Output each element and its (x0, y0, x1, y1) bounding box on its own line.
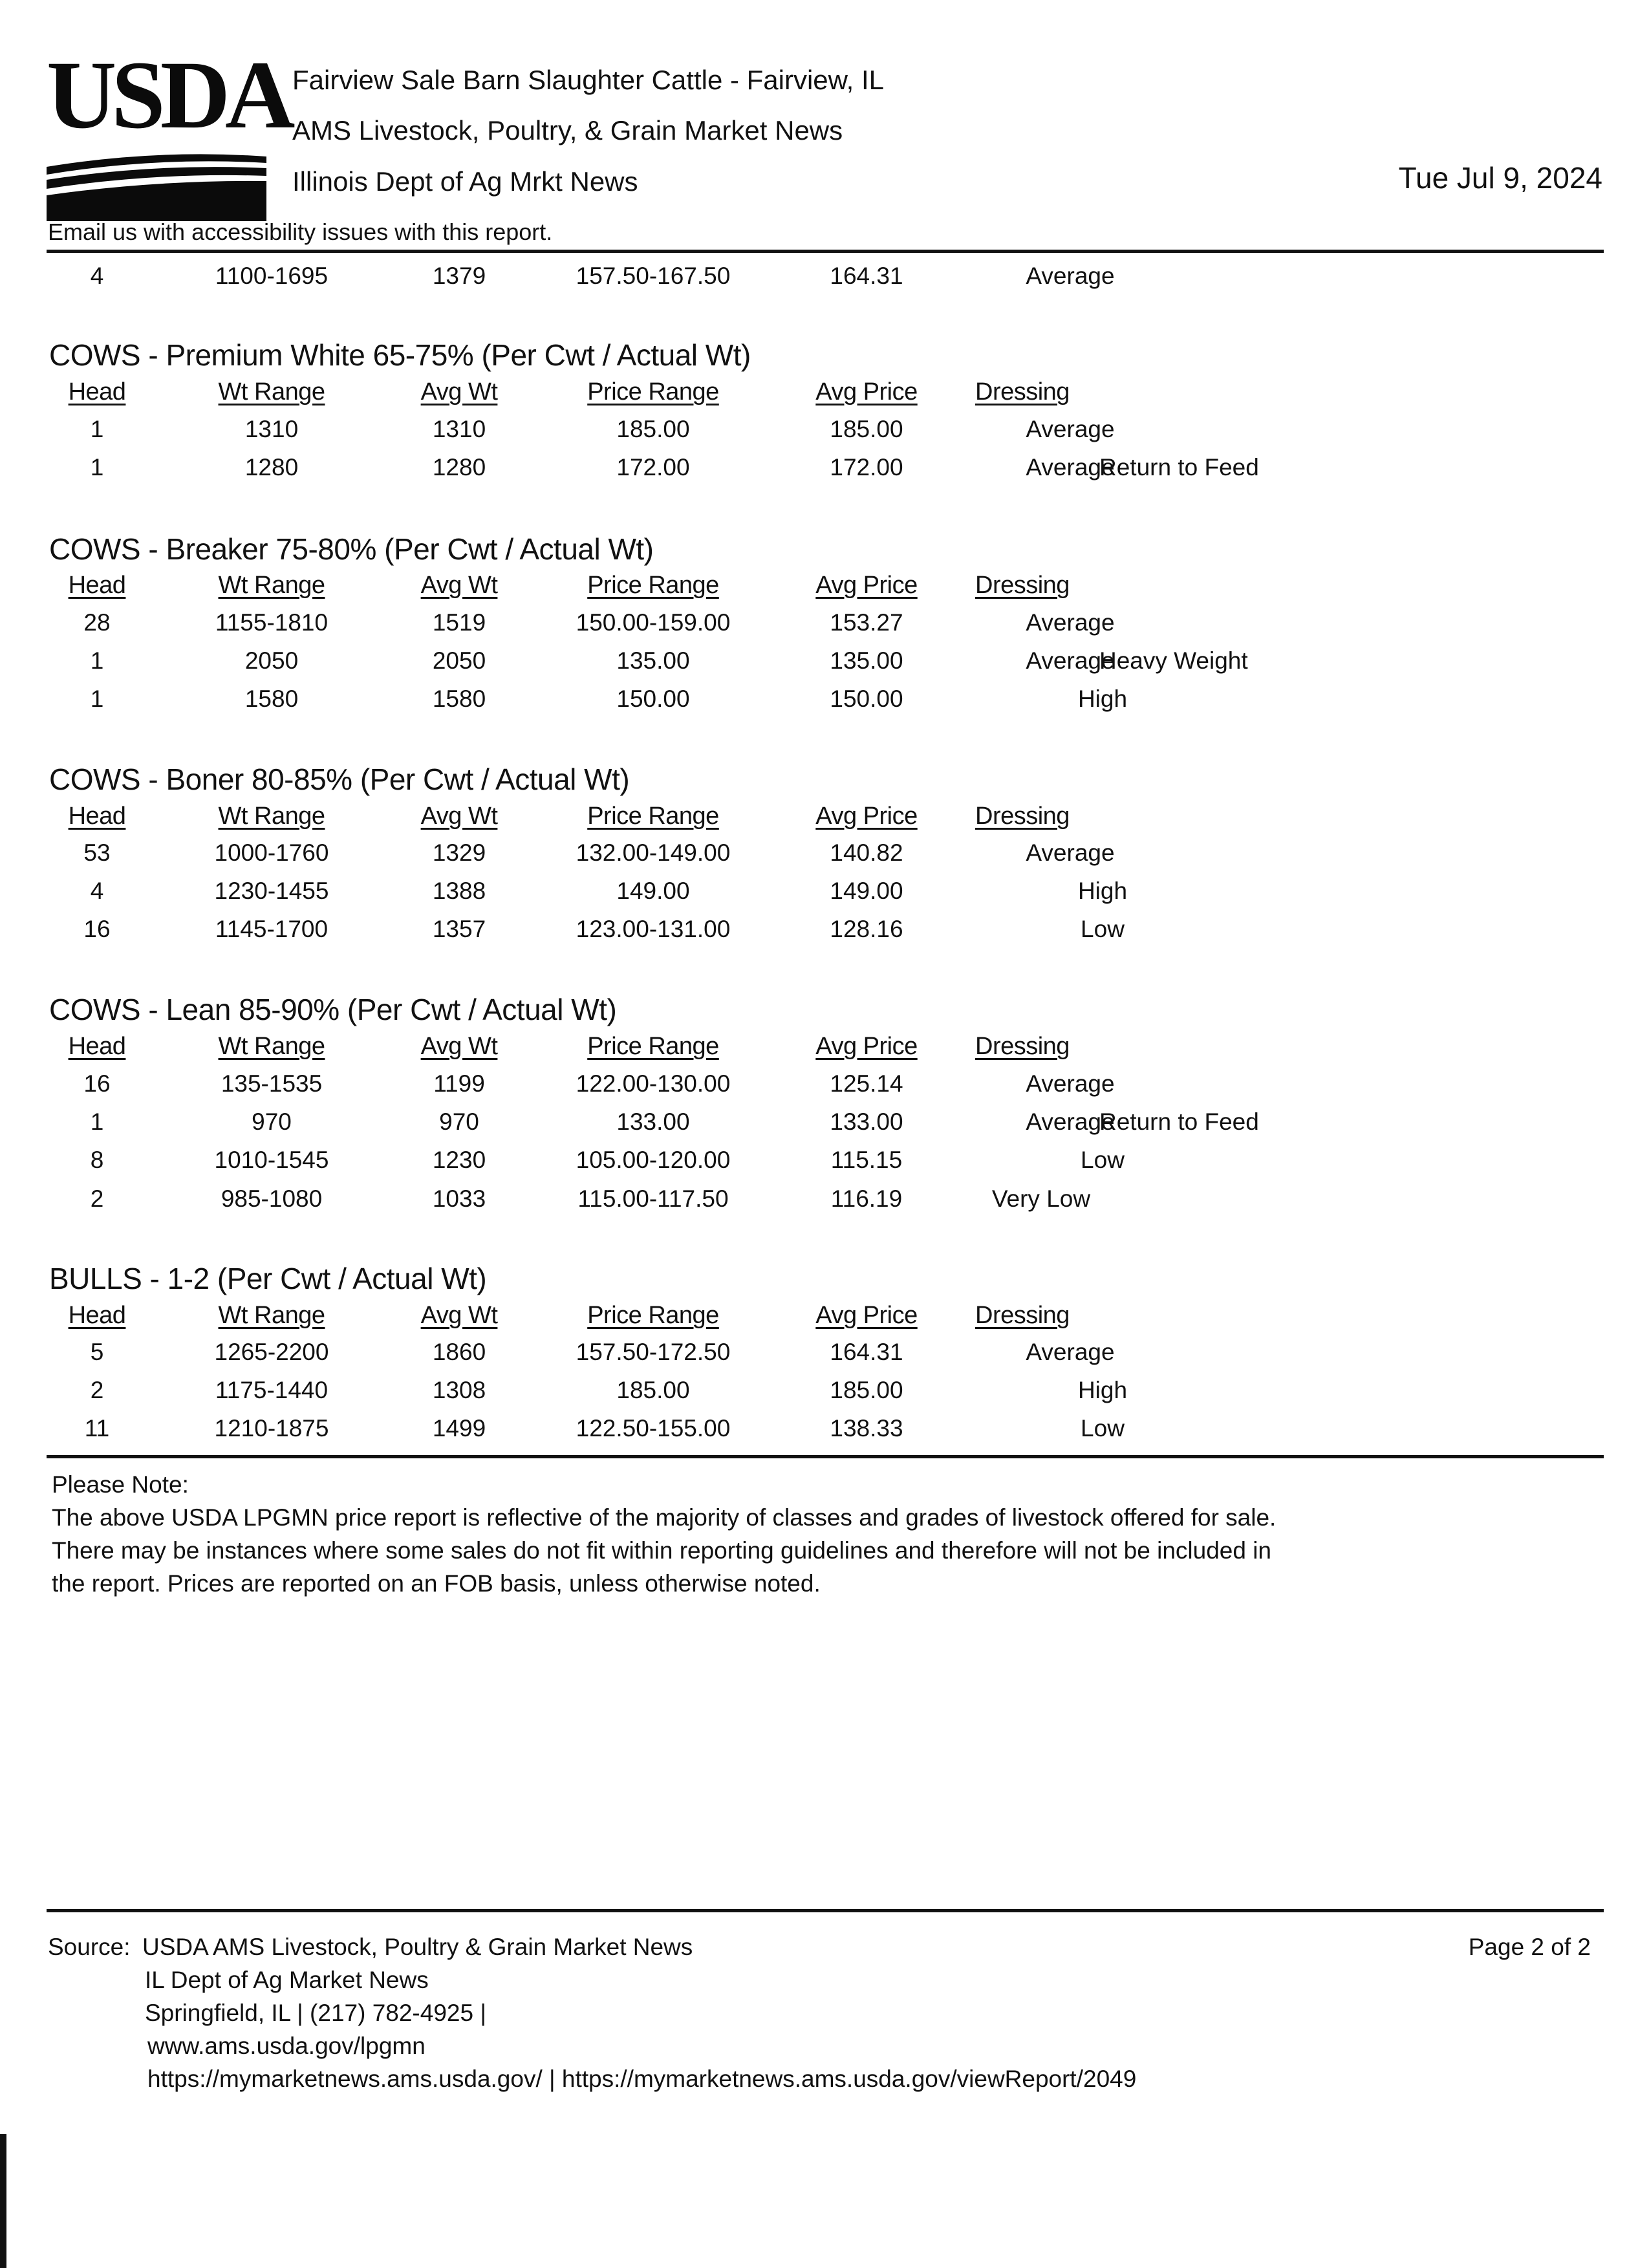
col-avg-price: Avg Price (815, 572, 918, 599)
section-title: COWS - Boner 80-85% (Per Cwt / Actual Wt) (49, 762, 630, 796)
cell-wt-range: 1100-1695 (215, 263, 329, 289)
usda-logo-stripes-icon (47, 144, 266, 221)
col-avg-wt: Avg Wt (420, 378, 498, 405)
cell-avg-price: 164.31 (830, 263, 903, 289)
cell-wt-range: 1210-1875 (214, 1415, 329, 1442)
cell-avg-wt: 1388 (432, 878, 486, 904)
cell-head: 2 (90, 1377, 104, 1403)
cell-dressing: Very Low (991, 1185, 1091, 1212)
col-dressing: Dressing (975, 572, 1070, 599)
cell-avg-wt: 1308 (432, 1377, 486, 1403)
cell-price-range: 149.00 (616, 878, 690, 904)
cell-dressing: Average (1026, 454, 1115, 481)
cell-head: 4 (90, 263, 104, 289)
cell-wt-range: 1230-1455 (214, 878, 329, 904)
cell-head: 8 (90, 1147, 104, 1173)
please-note-line: There may be instances where some sales do not fit within reporting guidelines and therefore will not be included in (52, 1537, 1272, 1564)
report-title: Fairview Sale Barn Slaughter Cattle - Fairview, IL (292, 65, 885, 95)
col-dressing: Dressing (975, 1033, 1070, 1060)
cell-avg-price: 133.00 (830, 1108, 903, 1135)
page-number: Page 2 of 2 (1468, 1934, 1591, 1960)
col-dressing: Dressing (975, 803, 1070, 830)
cell-note: Return to Feed (1099, 1108, 1259, 1135)
cell-head: 4 (90, 878, 104, 904)
cell-avg-wt: 2050 (432, 647, 486, 674)
cell-avg-wt: 1230 (432, 1147, 486, 1173)
col-price-range: Price Range (587, 378, 719, 405)
cell-avg-wt: 1033 (432, 1185, 486, 1212)
cell-wt-range: 135-1535 (221, 1070, 323, 1097)
cell-note: Heavy Weight (1099, 647, 1248, 674)
cell-dressing: High (1077, 686, 1128, 712)
cell-dressing: Average (1026, 647, 1115, 674)
report-date: Tue Jul 9, 2024 (1398, 161, 1602, 195)
cell-dressing: High (1077, 1377, 1128, 1403)
cell-price-range: 115.00-117.50 (577, 1185, 729, 1212)
cell-avg-price: 185.00 (830, 1377, 903, 1403)
cell-avg-price: 128.16 (830, 916, 903, 942)
cell-note: Return to Feed (1099, 454, 1259, 481)
please-note-line: the report. Prices are reported on an FOB basis, unless otherwise noted. (52, 1570, 821, 1597)
cell-price-range: 172.00 (616, 454, 690, 481)
cell-dressing: Low (1081, 1415, 1125, 1442)
please-note-heading: Please Note: (52, 1471, 189, 1498)
cell-wt-range: 1155-1810 (215, 609, 329, 636)
cell-dressing: Average (1026, 1339, 1115, 1365)
cell-avg-wt: 1519 (432, 609, 486, 636)
col-head: Head (68, 803, 126, 830)
cell-avg-wt: 1329 (432, 839, 486, 866)
cell-dressing: Average (1026, 839, 1115, 866)
report-agency: AMS Livestock, Poultry, & Grain Market News (292, 115, 843, 146)
cell-head: 5 (90, 1339, 104, 1365)
cell-head: 16 (83, 1070, 111, 1097)
cell-avg-price: 172.00 (830, 454, 903, 481)
cell-price-range: 157.50-167.50 (576, 263, 731, 289)
cell-dressing: Average (1026, 609, 1115, 636)
cell-avg-wt: 1860 (432, 1339, 486, 1365)
cell-avg-price: 138.33 (830, 1415, 903, 1442)
cell-head: 28 (83, 609, 111, 636)
cell-avg-price: 164.31 (830, 1339, 903, 1365)
header-divider (47, 250, 1604, 253)
please-note-line: The above USDA LPGMN price report is reflective of the majority of classes and grades of livestock offered for sale. (52, 1504, 1277, 1531)
cell-avg-wt: 1280 (432, 454, 486, 481)
cell-avg-price: 153.27 (830, 609, 903, 636)
cell-dressing: Average (1026, 1108, 1115, 1135)
usda-logo-text: USDA (47, 41, 290, 149)
cell-avg-wt: 1580 (432, 686, 486, 712)
cell-price-range: 122.00-130.00 (576, 1070, 731, 1097)
col-head: Head (68, 572, 126, 599)
cell-avg-wt: 970 (439, 1108, 479, 1135)
col-avg-price: Avg Price (815, 1302, 918, 1329)
cell-dressing: Average (1026, 263, 1115, 289)
col-wt-range: Wt Range (218, 378, 325, 405)
col-price-range: Price Range (587, 803, 719, 830)
col-wt-range: Wt Range (218, 1033, 325, 1060)
col-price-range: Price Range (587, 1302, 719, 1329)
col-avg-wt: Avg Wt (420, 572, 498, 599)
cell-wt-range: 1000-1760 (214, 839, 329, 866)
cell-price-range: 150.00 (616, 686, 690, 712)
cell-avg-price: 149.00 (830, 878, 903, 904)
cell-head: 1 (90, 647, 104, 674)
source-link[interactable]: https://mymarketnews.ams.usda.gov/ | https://mymarketnews.ams.usda.gov/viewReport/2049 (147, 2066, 1137, 2092)
col-avg-price: Avg Price (815, 378, 918, 405)
cell-wt-range: 2050 (244, 647, 299, 674)
cell-avg-wt: 1199 (433, 1070, 485, 1097)
col-wt-range: Wt Range (218, 572, 325, 599)
cell-avg-price: 135.00 (830, 647, 903, 674)
cell-wt-range: 1175-1440 (215, 1377, 329, 1403)
cell-dressing: Average (1026, 416, 1115, 442)
cell-head: 53 (83, 839, 111, 866)
cell-wt-range: 1010-1545 (214, 1147, 329, 1173)
cell-wt-range: 1265-2200 (214, 1339, 329, 1365)
cell-price-range: 157.50-172.50 (576, 1339, 731, 1365)
col-price-range: Price Range (587, 1033, 719, 1060)
accessibility-email-note: Email us with accessibility issues with this report. (48, 219, 553, 245)
cell-price-range: 150.00-159.00 (576, 609, 731, 636)
col-price-range: Price Range (587, 572, 719, 599)
cell-head: 1 (90, 686, 104, 712)
col-dressing: Dressing (975, 1302, 1070, 1329)
cell-wt-range: 1145-1700 (215, 916, 329, 942)
section-title: COWS - Premium White 65-75% (Per Cwt / Actual Wt) (49, 338, 751, 372)
cell-wt-range: 1310 (244, 416, 299, 442)
cell-avg-price: 185.00 (830, 416, 903, 442)
usda-logo (47, 41, 290, 202)
col-avg-price: Avg Price (815, 803, 918, 830)
cell-head: 1 (90, 416, 104, 442)
cell-avg-wt: 1379 (432, 263, 486, 289)
cell-avg-price: 125.14 (830, 1070, 903, 1097)
source-line: IL Dept of Ag Market News (145, 1967, 429, 1993)
cell-wt-range: 985-1080 (221, 1185, 323, 1212)
cell-avg-wt: 1310 (432, 416, 486, 442)
col-head: Head (68, 1033, 126, 1060)
section-title: COWS - Lean 85-90% (Per Cwt / Actual Wt) (49, 993, 617, 1026)
footer-divider (47, 1909, 1604, 1912)
col-head: Head (68, 1302, 126, 1329)
table-bottom-divider (47, 1455, 1604, 1458)
cell-head: 1 (90, 1108, 104, 1135)
cell-price-range: 185.00 (616, 1377, 690, 1403)
cell-head: 16 (83, 916, 111, 942)
col-wt-range: Wt Range (218, 803, 325, 830)
cell-avg-price: 140.82 (830, 839, 903, 866)
cell-price-range: 132.00-149.00 (576, 839, 731, 866)
cell-price-range: 135.00 (616, 647, 690, 674)
section-title: BULLS - 1-2 (Per Cwt / Actual Wt) (49, 1262, 487, 1295)
cell-dressing: High (1077, 878, 1128, 904)
cell-wt-range: 970 (252, 1108, 292, 1135)
col-dressing: Dressing (975, 378, 1070, 405)
source-line: USDA AMS Livestock, Poultry & Grain Market News (142, 1934, 693, 1960)
col-wt-range: Wt Range (218, 1302, 325, 1329)
col-avg-wt: Avg Wt (420, 803, 498, 830)
cell-price-range: 105.00-120.00 (576, 1147, 731, 1173)
cell-head: 1 (90, 454, 104, 481)
source-line: Springfield, IL | (217) 782-4925 | (145, 2000, 486, 2026)
col-avg-wt: Avg Wt (420, 1033, 498, 1060)
cell-head: 2 (90, 1185, 104, 1212)
cell-dressing: Low (1081, 1147, 1125, 1173)
source-label: Source: (48, 1934, 131, 1960)
cell-price-range: 123.00-131.00 (576, 916, 731, 942)
cell-price-range: 122.50-155.00 (576, 1415, 731, 1442)
cell-avg-price: 150.00 (830, 686, 903, 712)
cell-price-range: 133.00 (616, 1108, 690, 1135)
cell-dressing: Average (1026, 1070, 1115, 1097)
cell-avg-wt: 1357 (432, 916, 486, 942)
cell-avg-price: 115.15 (830, 1147, 903, 1173)
report-department: Illinois Dept of Ag Mrkt News (292, 166, 638, 197)
source-link[interactable]: www.ams.usda.gov/lpgmn (147, 2033, 426, 2059)
cell-price-range: 185.00 (616, 416, 690, 442)
cell-head: 11 (84, 1415, 110, 1442)
col-head: Head (68, 378, 126, 405)
cell-dressing: Low (1081, 916, 1125, 942)
cell-avg-price: 116.19 (830, 1185, 903, 1212)
section-title: COWS - Breaker 75-80% (Per Cwt / Actual Wt) (49, 532, 654, 566)
col-avg-price: Avg Price (815, 1033, 918, 1060)
cell-wt-range: 1580 (244, 686, 299, 712)
cell-avg-wt: 1499 (432, 1415, 486, 1442)
scan-edge-mark (0, 2134, 6, 2268)
col-avg-wt: Avg Wt (420, 1302, 498, 1329)
cell-wt-range: 1280 (244, 454, 299, 481)
